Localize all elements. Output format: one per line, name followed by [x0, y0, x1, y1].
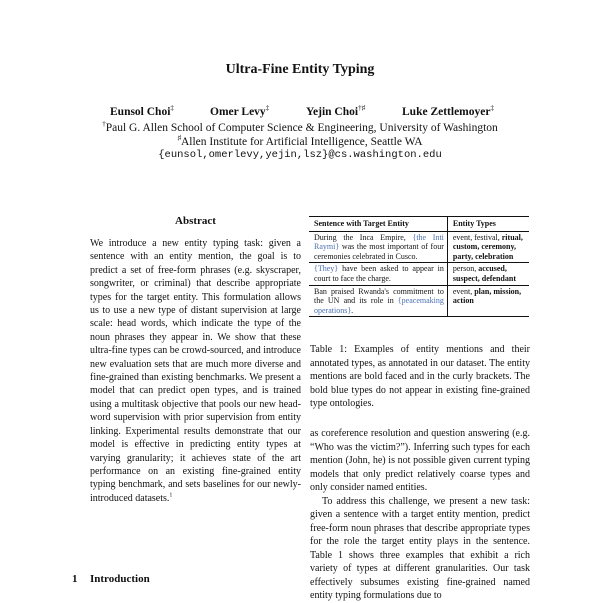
author-emails: {eunsol,omerlevy,yejin,lsz}@cs.washington.edu — [158, 149, 442, 161]
abstract-heading: Abstract — [175, 215, 216, 227]
table-caption: Table 1: Examples of entity mentions and their annotated types, as annotated in our dataset. The entity mentions are bold faced and in the curly brackets. The bold blue types do not appear in existing fine-grained type ontologies. — [310, 344, 530, 410]
author-4: Luke Zettlemoyer‡ — [402, 104, 494, 118]
table-header-row — [309, 217, 529, 232]
affiliation-2: ♯Allen Institute for Artificial Intelligence, Seattle WA — [177, 134, 423, 148]
table-cell-types: event, plan, mission, action — [447, 285, 529, 317]
affiliation-1: †Paul G. Allen School of Computer Science & Engineering, University of Washington — [102, 120, 498, 134]
table-row — [309, 263, 529, 285]
table-header-sentence: Sentence with Target Entity — [309, 217, 447, 232]
author-3: Yejin Choi†♯ — [306, 104, 366, 118]
body-paragraph: To address this challenge, we present a new task: given a sentence with a target entity mention, predict free-form noun phrases that describe appropriate types for the role the target entity plays in the sentence. Table 1 shows three examples that exhibit a rich variety of types at different granularities. Our task effectively subsumes existing fine-grained named entity typing formulations due to — [310, 495, 530, 601]
entity-mention: {the Inti Raymi} — [314, 232, 444, 252]
table-cell-sentence: Ban praised Rwanda's commitment to the UN and its role in {peacemaking operations}. — [309, 285, 447, 317]
paper-title: Ultra-Fine Entity Typing — [225, 62, 375, 77]
examples-table — [309, 216, 529, 317]
cut-off-text-line — [72, 592, 302, 600]
entity-mention: {peacemaking operations} — [314, 296, 444, 315]
table-cell-sentence: During the Inca Empire, {the Inti Raymi} was the most important of four ceremonies celebrated in Cusco. — [309, 231, 447, 263]
entity-mention: {They} — [314, 264, 339, 274]
author-1: Eunsol Choi‡ — [110, 104, 174, 118]
table-cell-sentence: {They} have been asked to appear in court to face the charge. — [309, 263, 447, 285]
table-row — [309, 285, 529, 317]
table-cell-types: event, festival, ritual, custom, ceremony, party, celebration — [452, 232, 523, 261]
author-list — [0, 104, 600, 120]
body-paragraph: as coreference resolution and question answering (e.g. “Who was the victim?”). Inferring such types for each mention (John, he) is not possible given current typing models that only predict relatively coarse types and only consider named entities. — [310, 428, 530, 493]
footnote-mark: 1 — [169, 492, 173, 499]
table-cell-types: person, accused, suspect, defendant — [447, 263, 529, 285]
table-header-types: Entity Types — [447, 217, 529, 232]
body-text-right-column — [310, 427, 530, 603]
table-row — [309, 231, 529, 263]
author-2: Omer Levy‡ — [210, 104, 270, 118]
section-heading-introduction: 1 Introduction — [72, 573, 150, 585]
abstract-text: We introduce a new entity typing task: given a sentence with an entity mention, the goal is to predict a set of free-form phrases (e.g. skyscraper, songwriter, or criminal) that describe appropriate types for the target entity. This formulation allows us to use a new type of distant supervision at large scale: head words, which indicate the type of the noun phrases they appear in. We show that these ultra-fine types can be crowd-sourced, and introduce new evaluation sets that are much more diverse and fine-grained than existing benchmarks. We present a model that can predict open types, and is trained using a multitask objective that pools our new head-word supervision with prior supervision from entity linking. Experimental results demonstrate that our model is effective in predicting entity types at varying granularity; it achieves state of the art performance on an existing fine-grained entity typing benchmark, and sets baselines for our newly-introduced datasets.$^1$ — [90, 238, 301, 504]
